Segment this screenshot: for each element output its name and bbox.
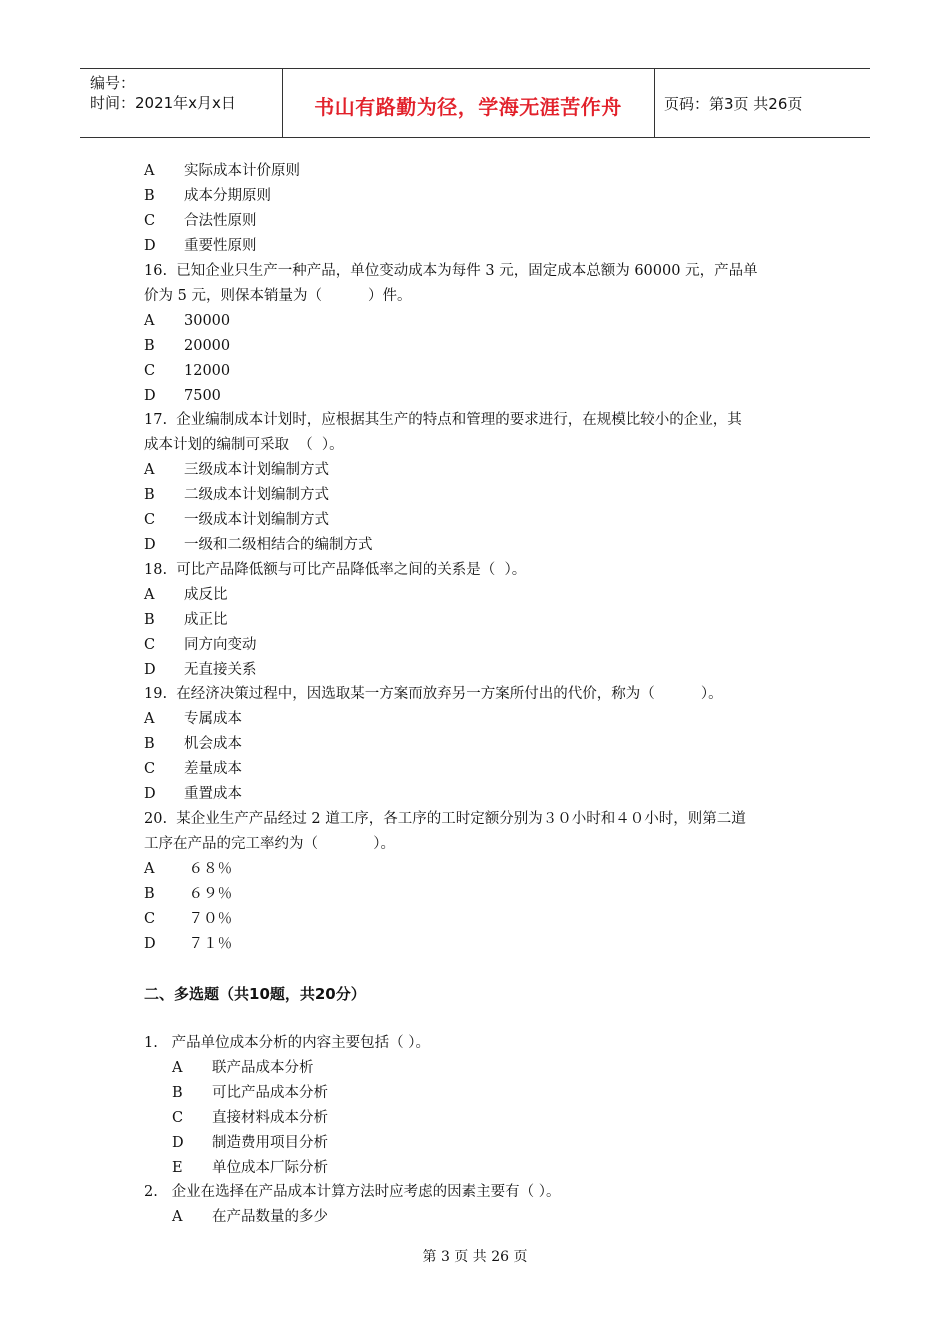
option-text: 专属成本 — [184, 711, 242, 727]
option-letter: A — [144, 462, 155, 478]
option-letter: A — [144, 587, 155, 603]
question-text: 20. 某企业生产产品经过 2 道工序，各工序的工时定额分别为３０小时和４０小时，则第二道 — [144, 811, 746, 827]
option-text: 无直接关系 — [184, 662, 257, 678]
option-text: ７１％ — [184, 936, 233, 952]
option-letter: A — [144, 313, 155, 329]
option-line — [144, 161, 300, 181]
question-text: 价为 5 元，则保本销量为（ ）件。 — [144, 288, 412, 304]
option-letter: D — [144, 662, 156, 678]
option-letter: D — [144, 537, 156, 553]
option-text: 三级成本计划编制方式 — [184, 462, 329, 478]
option-line — [144, 535, 373, 555]
header-divider — [654, 69, 655, 137]
option-text: 合法性原则 — [184, 213, 257, 229]
option-letter: A — [172, 1060, 183, 1076]
date-text: 时间：2021年x月x日 — [90, 94, 236, 112]
question-text: 工序在产品的完工率约为（ ）。 — [144, 836, 396, 852]
option-letter: B — [144, 338, 155, 354]
option-text: 7500 — [184, 388, 221, 404]
option-line — [144, 734, 242, 754]
option-line — [144, 884, 232, 904]
option-letter: A — [144, 163, 155, 179]
question-text: 1. 产品单位成本分析的内容主要包括（ ）。 — [144, 1035, 431, 1051]
option-letter: A — [172, 1209, 183, 1225]
header-motto: 书山有路勤为径，学海无涯苦作舟 — [314, 95, 622, 119]
option-text: 12000 — [184, 363, 231, 379]
option-text: 制造费用项目分析 — [212, 1135, 328, 1151]
option-text: 重置成本 — [184, 786, 242, 802]
option-line — [144, 759, 242, 779]
option-line — [144, 211, 257, 231]
question-text: 19. 在经济决策过程中，因选取某一方案而放弃另一方案所付出的代价，称为（ ）。 — [144, 686, 723, 702]
option-text: 20000 — [184, 338, 231, 354]
option-text: 重要性原则 — [184, 238, 257, 254]
option-text: 一级成本计划编制方式 — [184, 512, 329, 528]
option-letter: D — [144, 238, 156, 254]
question-text: 16. 已知企业只生产一种产品，单位变动成本为每件 3 元，固定成本总额为 60000 元，产品单 — [144, 263, 758, 279]
option-letter: C — [144, 637, 156, 653]
option-line — [144, 610, 228, 630]
option-letter: D — [144, 786, 156, 802]
option-letter: D — [144, 388, 156, 404]
option-text: ６８％ — [184, 861, 233, 877]
question-text: 2. 企业在选择在产品成本计算方法时应考虑的因素主要有（ ）。 — [144, 1184, 561, 1200]
option-line — [144, 186, 271, 206]
option-text: 在产品数量的多少 — [212, 1209, 328, 1225]
option-text: ７０％ — [184, 911, 233, 927]
option-line — [144, 236, 257, 256]
option-line — [144, 909, 232, 929]
option-line — [172, 1108, 328, 1128]
option-line — [144, 859, 232, 879]
question-text: 17. 企业编制成本计划时，应根据其生产的特点和管理的要求进行，在规模比较小的企业，其 — [144, 412, 742, 428]
option-letter: C — [144, 761, 156, 777]
option-line — [144, 709, 242, 729]
option-line — [144, 336, 230, 356]
option-line — [172, 1207, 328, 1227]
option-letter: C — [144, 363, 156, 379]
question-text: 18. 可比产品降低额与可比产品降低率之间的关系是（ ）。 — [144, 562, 527, 578]
option-text: 直接材料成本分析 — [212, 1110, 328, 1126]
option-line — [144, 585, 228, 605]
option-line — [144, 460, 329, 480]
option-letter: B — [144, 487, 155, 503]
option-letter: B — [144, 886, 155, 902]
option-line — [172, 1058, 314, 1078]
option-line — [172, 1083, 328, 1103]
option-text: 30000 — [184, 313, 231, 329]
question-text: 成本计划的编制可采取 （ ）。 — [144, 437, 344, 453]
page-header — [80, 68, 870, 138]
option-line — [172, 1133, 328, 1153]
option-letter: B — [144, 612, 155, 628]
option-text: 成正比 — [184, 612, 228, 628]
option-text: 同方向变动 — [184, 637, 257, 653]
option-line — [144, 784, 242, 804]
option-text: 联产品成本分析 — [212, 1060, 314, 1076]
option-letter: A — [144, 861, 155, 877]
option-letter: D — [172, 1135, 184, 1151]
option-letter: B — [144, 736, 155, 752]
option-line — [144, 311, 230, 331]
option-text: 成本分期原则 — [184, 188, 271, 204]
option-letter: C — [172, 1110, 184, 1126]
option-text: 机会成本 — [184, 736, 242, 752]
option-line — [144, 510, 329, 530]
option-letter: E — [172, 1160, 183, 1176]
section-title: 二、多选题（共10题，共20分） — [144, 985, 366, 1003]
option-text: 单位成本厂际分析 — [212, 1160, 328, 1176]
option-line — [144, 386, 221, 406]
option-text: 成反比 — [184, 587, 228, 603]
option-line — [172, 1158, 328, 1178]
option-text: 一级和二级相结合的编制方式 — [184, 537, 373, 553]
page-footer: 第 3 页 共 26 页 — [422, 1249, 528, 1265]
option-text: 可比产品成本分析 — [212, 1085, 328, 1101]
option-text: 实际成本计价原则 — [184, 163, 300, 179]
serial-label: 编号： — [90, 74, 136, 92]
option-line — [144, 660, 257, 680]
option-letter: C — [144, 911, 156, 927]
option-line — [144, 485, 329, 505]
option-letter: C — [144, 512, 156, 528]
option-text: ６９％ — [184, 886, 233, 902]
option-line — [144, 635, 257, 655]
option-text: 差量成本 — [184, 761, 242, 777]
option-letter: D — [144, 936, 156, 952]
option-letter: A — [144, 711, 155, 727]
option-letter: B — [144, 188, 155, 204]
option-text: 二级成本计划编制方式 — [184, 487, 329, 503]
option-letter: C — [144, 213, 156, 229]
option-line — [144, 361, 230, 381]
header-page-info: 页码：第3页 共26页 — [664, 95, 803, 113]
header-meta — [90, 73, 236, 113]
option-letter: B — [172, 1085, 183, 1101]
option-line — [144, 934, 232, 954]
